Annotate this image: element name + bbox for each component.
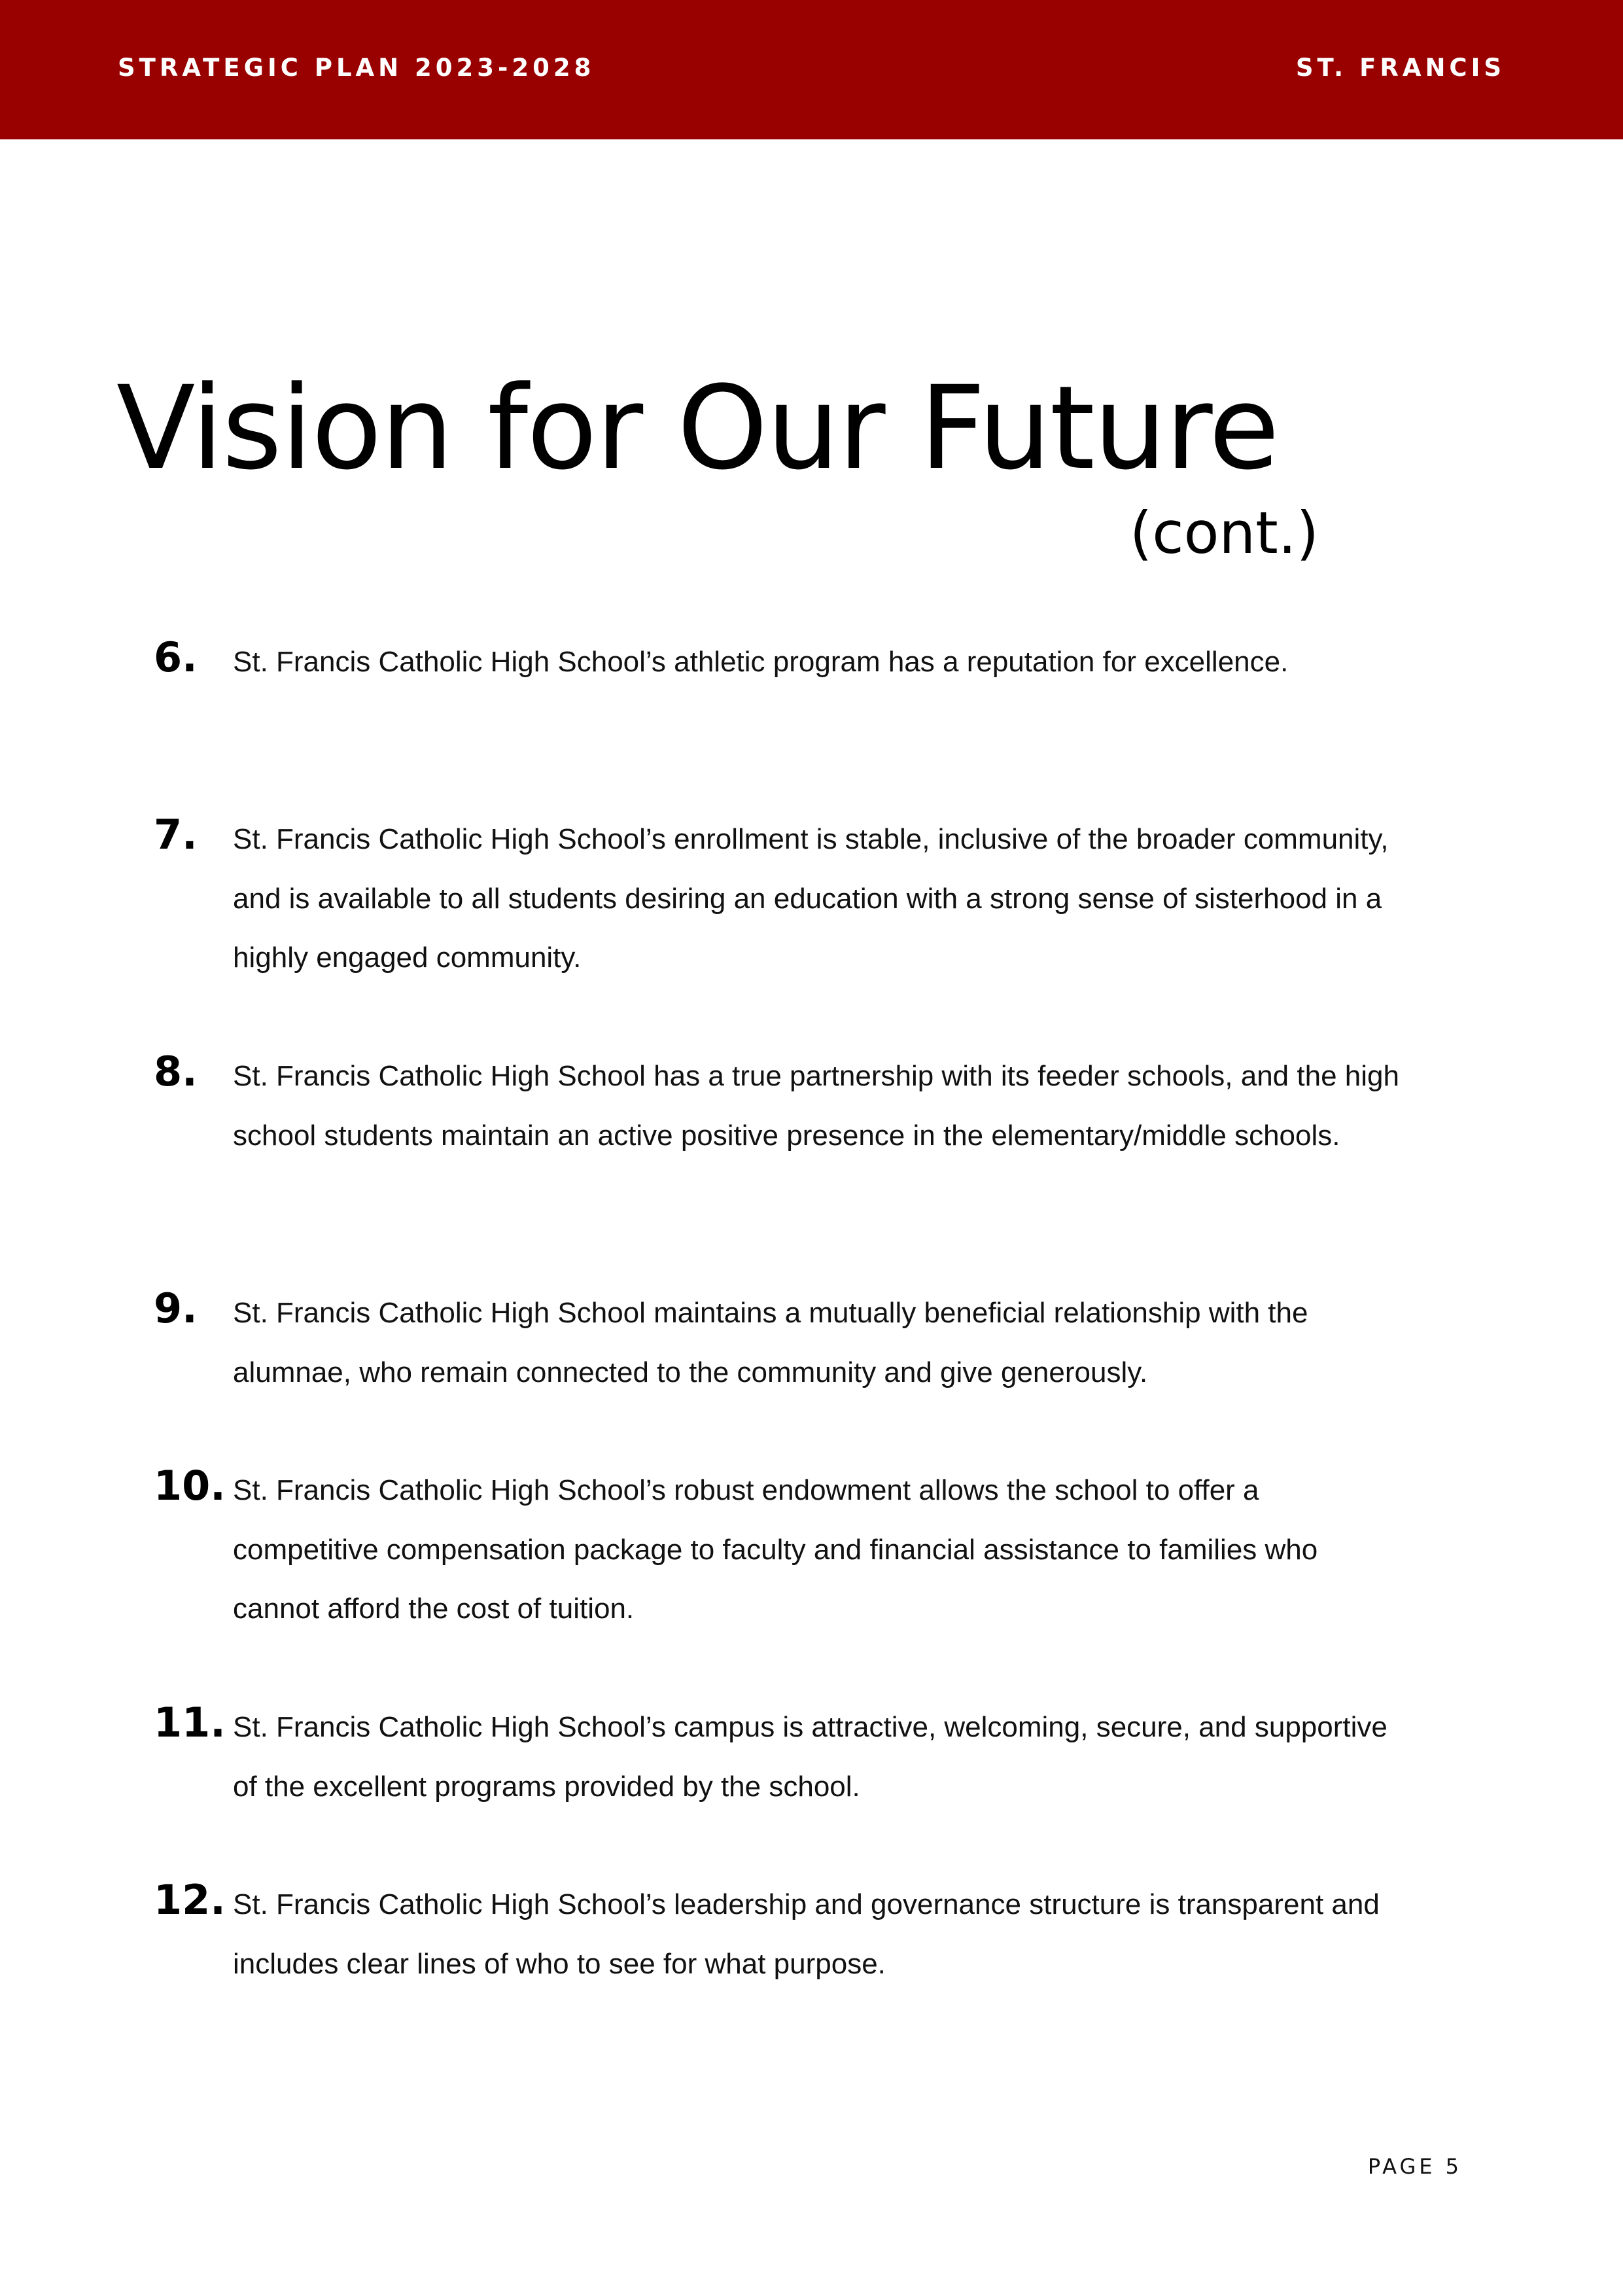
page-subtitle: (cont.) — [1129, 499, 1319, 567]
item-number: 10. — [154, 1462, 226, 1510]
item-number: 7. — [154, 811, 198, 858]
item-number: 12. — [154, 1876, 226, 1924]
item-text: St. Francis Catholic High School’s leadership and governance structure is transparent and includes clear lines of who to see for what purpose. — [233, 1888, 1380, 1980]
item-text: St. Francis Catholic High School’s athletic program has a reputation for excellence. — [233, 646, 1289, 678]
page-title: Vision for Our Future — [116, 361, 1279, 495]
item-text: St. Francis Catholic High School’s robust endowment allows the school to offer a competitive compensation package to faculty and financial assistance to families who cannot afford the cost of tuition. — [233, 1474, 1318, 1625]
school-name: ST. FRANCIS — [1295, 54, 1505, 82]
document-title: STRATEGIC PLAN 2023-2028 — [118, 54, 595, 82]
item-text: St. Francis Catholic High School maintains a mutually beneficial relationship with the alumnae, who remain connected to the community and give generously. — [233, 1297, 1308, 1388]
item-text: St. Francis Catholic High School’s campus is attractive, welcoming, secure, and supportive of the excellent programs provided by the school. — [233, 1711, 1387, 1803]
item-number: 6. — [154, 633, 198, 681]
item-text: St. Francis Catholic High School has a true partnership with its feeder schools, and the high school students maintain an active positive presence in the elementary/middle schools. — [233, 1060, 1399, 1152]
item-number: 8. — [154, 1048, 198, 1095]
item-number: 11. — [154, 1699, 226, 1746]
page-number: PAGE 5 — [1367, 2154, 1462, 2179]
item-number: 9. — [154, 1284, 198, 1332]
item-text: St. Francis Catholic High School’s enrollment is stable, inclusive of the broader community, and is available to all students desiring an education with a strong sense of sisterhood in a highly engaged community. — [233, 823, 1389, 974]
